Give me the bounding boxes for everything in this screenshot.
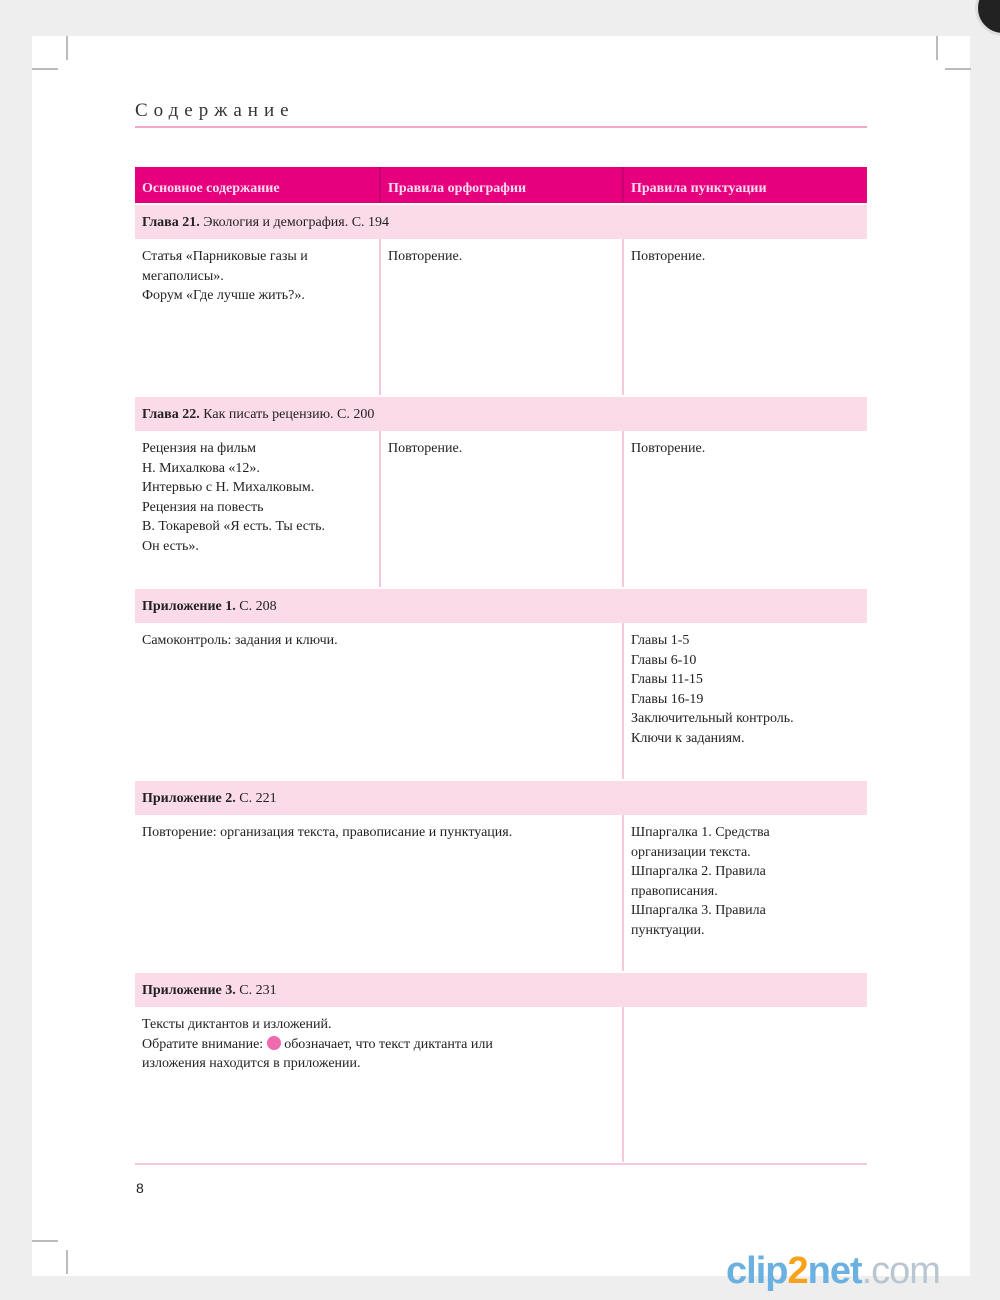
text-line: В. Токаревой «Я есть. Ты есть. [142,519,326,534]
section-heading [135,781,867,815]
section-heading-text: Экология и демография. С. 194 [199,215,390,230]
text-line: Главы 11-15 [631,672,703,687]
section-content-row [135,1007,867,1162]
section-content-row [135,623,867,779]
note-text: Обратите внимание: [142,1036,267,1052]
text-line: Форум «Где лучше жить?». [142,288,305,303]
section-heading-bold: Приложение 2. [142,791,236,806]
text-line: Н. Михалкова «12». [142,460,260,476]
flower-icon [267,1036,281,1050]
section-content-row [135,239,867,395]
header-punctuation: Правила пунктуации [622,167,867,203]
section-content-row [135,431,867,587]
main-content-cell [135,815,622,971]
header-spelling: Правила орфографии [379,167,622,203]
watermark-logo: clip2net.com [726,1250,940,1292]
main-content-cell [135,1007,622,1162]
section-heading-row [135,781,867,815]
text-line: Он есть». [142,538,199,554]
text-line: Шпаргалка 1. Средства [631,825,770,840]
text-line: Рецензия на повесть [142,499,264,515]
note-line: изложения находится в приложении. [142,1056,361,1071]
punctuation-cell [622,815,867,971]
section-heading-bold: Приложение 1. [142,599,236,614]
crop-mark [936,36,938,60]
spelling-cell [379,431,622,587]
text-line: Повторение. [631,441,706,456]
crop-mark [66,36,68,60]
section-heading [135,589,867,623]
note-text: обозначает, что текст диктанта или [280,1036,493,1052]
main-content-cell [135,239,379,395]
text-line: Главы 16-19 [631,691,704,707]
page-number: 8 [136,1180,144,1196]
text-line: Рецензия на фильм [142,441,256,456]
window-corner-button[interactable] [975,0,1000,36]
text-line: Заключительный контроль. [631,711,794,726]
section-heading-row [135,973,867,1007]
section-heading [135,205,867,239]
crop-mark [945,68,971,70]
section-heading-row [135,589,867,623]
text-line: Повторение. [388,441,463,456]
text-line: правописания. [631,883,718,899]
text-line: Шпаргалка 3. Правила [631,903,766,918]
section-heading-row [135,205,867,239]
punctuation-cell [622,1007,867,1162]
section-heading-text: Как писать рецензию. С. 200 [199,407,375,422]
punctuation-cell [622,623,867,779]
text-line: Главы 6-10 [631,652,697,668]
spelling-cell [379,239,622,395]
text-line: Повторение. [631,249,706,264]
text-line: Тексты диктантов и изложений. [142,1017,332,1032]
section-heading-text: С. 221 [235,791,277,806]
section-heading-bold: Глава 22. [142,407,200,422]
text-line: Повторение. [388,249,463,264]
text-line: Статья «Парниковые газы и [142,249,308,264]
punctuation-cell [622,239,867,395]
text-line: пунктуации. [631,922,705,938]
punctuation-cell [622,431,867,587]
note-line [142,1035,615,1055]
section-heading [135,397,867,431]
table-header [135,167,867,203]
crop-mark [32,68,58,70]
table-bottom-line [135,1163,867,1165]
main-content-cell [135,623,622,779]
section-heading [135,973,867,1007]
text-line: Повторение: организация текста, правописание и пунктуация. [142,825,513,840]
text-line: Главы 1-5 [631,633,690,648]
crop-mark [32,1240,58,1242]
title-underline [135,126,867,128]
text-line: Самоконтроль: задания и ключи. [142,633,338,648]
text-line: Ключи к заданиям. [631,730,745,746]
text-line: мегаполисы». [142,268,224,284]
text-line: Шпаргалка 2. Правила [631,864,766,879]
section-content-row [135,815,867,971]
main-content-cell [135,431,379,587]
section-heading-text: С. 231 [235,983,277,998]
section-heading-text: С. 208 [235,599,277,614]
section-heading-bold: Приложение 3. [142,983,236,998]
crop-mark [66,1250,68,1274]
header-main-content: Основное содержание [142,181,280,196]
text-line: организации текста. [631,844,751,860]
section-heading-row [135,397,867,431]
text-line: Интервью с Н. Михалковым. [142,480,315,495]
section-heading-bold: Глава 21. [142,215,200,230]
page-title: Содержание [135,100,295,121]
